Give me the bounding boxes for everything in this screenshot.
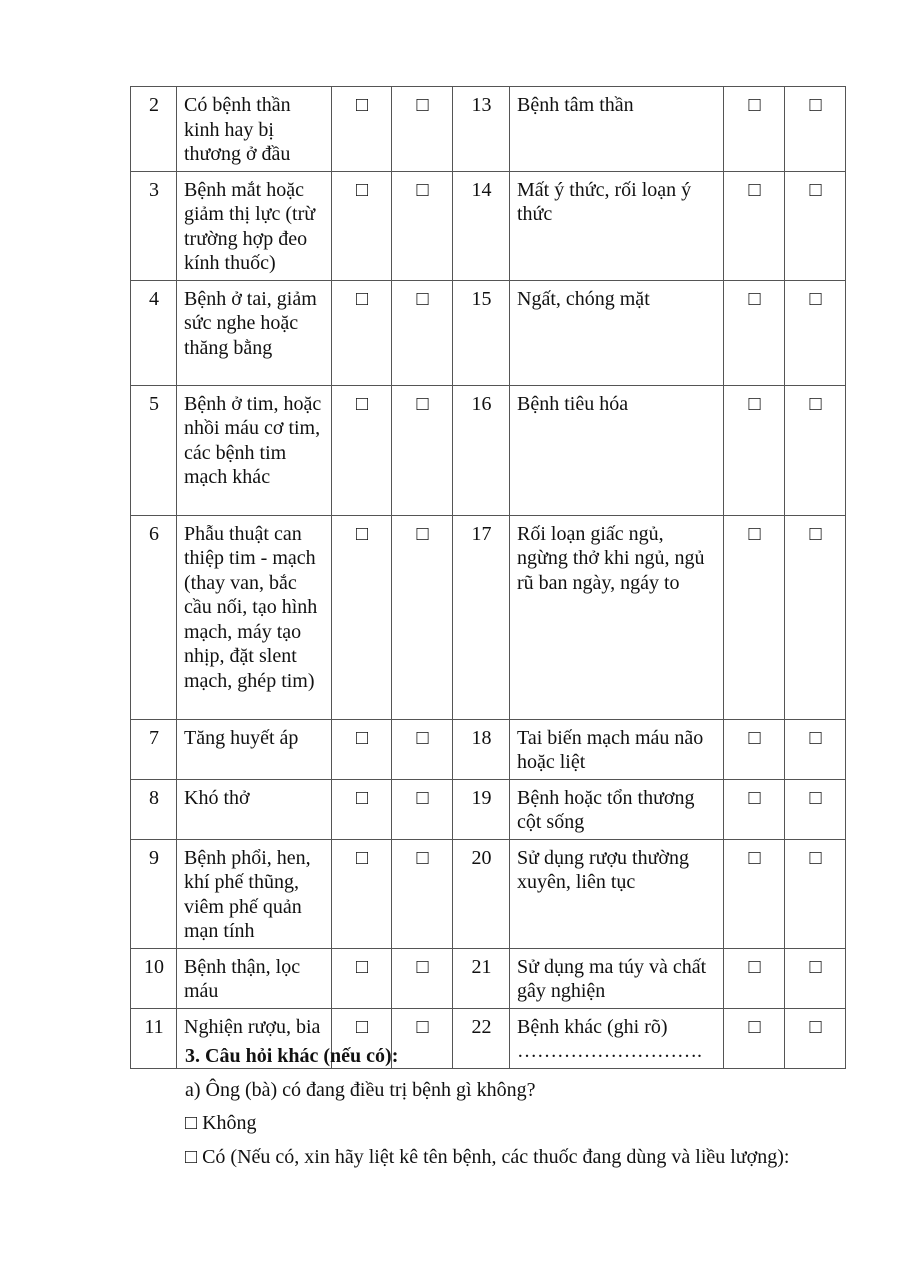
yes-checkbox[interactable]: □	[724, 87, 785, 172]
row-number: 9	[131, 839, 177, 948]
yes-checkbox[interactable]: □	[332, 948, 392, 1008]
table-row	[131, 171, 846, 280]
yes-checkbox[interactable]: □	[724, 515, 785, 719]
row-number: 17	[453, 515, 510, 719]
yes-checkbox[interactable]: □	[724, 171, 785, 280]
no-checkbox[interactable]: □	[785, 948, 846, 1008]
table-row	[131, 839, 846, 948]
row-number: 21	[453, 948, 510, 1008]
table-row	[131, 779, 846, 839]
yes-checkbox[interactable]: □	[724, 385, 785, 515]
yes-checkbox[interactable]: □	[332, 515, 392, 719]
condition-label: Bệnh tiêu hóa	[510, 385, 724, 515]
no-checkbox[interactable]: □	[392, 87, 453, 172]
row-number: 13	[453, 87, 510, 172]
condition-label: Nghiện rượu, bia	[177, 1008, 332, 1068]
condition-label: Phẫu thuật can thiệp tim - mạch (thay van, bắc cầu nối, tạo hình mạch, máy tạo nhịp, đặt slent mạch, ghép tim)	[177, 515, 332, 719]
yes-checkbox[interactable]: □	[724, 779, 785, 839]
table-row	[131, 280, 846, 385]
condition-label: Có bệnh thần kinh hay bị thương ở đầu	[177, 87, 332, 172]
row-number: 6	[131, 515, 177, 719]
no-checkbox[interactable]: □	[392, 515, 453, 719]
row-number: 2	[131, 87, 177, 172]
section-heading: 3. Câu hỏi khác (nếu có):	[185, 1045, 399, 1067]
condition-label: Khó thở	[177, 779, 332, 839]
row-number: 5	[131, 385, 177, 515]
yes-checkbox[interactable]: □	[332, 719, 392, 779]
no-checkbox[interactable]: □	[785, 779, 846, 839]
no-checkbox[interactable]: □	[392, 719, 453, 779]
no-checkbox[interactable]: □	[392, 948, 453, 1008]
condition-label: Bệnh khác (ghi rõ) ……………………….	[510, 1008, 724, 1068]
option-no-checkbox[interactable]: □ Không	[185, 1112, 257, 1134]
row-number: 18	[453, 719, 510, 779]
no-checkbox[interactable]: □	[785, 280, 846, 385]
no-checkbox[interactable]: □	[785, 515, 846, 719]
condition-label: Bệnh mắt hoặc giảm thị lực (trừ trường hợp đeo kính thuốc)	[177, 171, 332, 280]
yes-checkbox[interactable]: □	[332, 385, 392, 515]
condition-label: Mất ý thức, rối loạn ý thức	[510, 171, 724, 280]
row-number: 15	[453, 280, 510, 385]
no-checkbox[interactable]: □	[392, 385, 453, 515]
row-number: 14	[453, 171, 510, 280]
row-number: 20	[453, 839, 510, 948]
no-checkbox[interactable]: □	[392, 1008, 453, 1068]
condition-label: Bệnh thận, lọc máu	[177, 948, 332, 1008]
row-number: 7	[131, 719, 177, 779]
health-declaration-table	[130, 86, 846, 1069]
yes-checkbox[interactable]: □	[332, 1008, 392, 1068]
table-row	[131, 948, 846, 1008]
yes-checkbox[interactable]: □	[724, 1008, 785, 1068]
row-number: 11	[131, 1008, 177, 1068]
option-yes-checkbox[interactable]: □ Có (Nếu có, xin hãy liệt kê tên bệnh, các thuốc đang dùng và liều lượng):	[185, 1146, 790, 1168]
row-number: 4	[131, 280, 177, 385]
yes-checkbox[interactable]: □	[724, 280, 785, 385]
condition-label: Bệnh ở tim, hoặc nhồi máu cơ tim, các bệnh tim mạch khác	[177, 385, 332, 515]
condition-label: Rối loạn giấc ngủ, ngừng thở khi ngủ, ngủ rũ ban ngày, ngáy to	[510, 515, 724, 719]
condition-label: Tai biến mạch máu não hoặc liệt	[510, 719, 724, 779]
no-checkbox[interactable]: □	[785, 87, 846, 172]
row-number: 3	[131, 171, 177, 280]
table-row	[131, 87, 846, 172]
condition-label: Bệnh ở tai, giảm sức nghe hoặc thăng bằng	[177, 280, 332, 385]
condition-label: Ngất, chóng mặt	[510, 280, 724, 385]
no-checkbox[interactable]: □	[392, 171, 453, 280]
table-row	[131, 385, 846, 515]
yes-checkbox[interactable]: □	[724, 948, 785, 1008]
row-number: 8	[131, 779, 177, 839]
condition-label: Sử dụng rượu thường xuyên, liên tục	[510, 839, 724, 948]
row-number: 10	[131, 948, 177, 1008]
condition-label: Tăng huyết áp	[177, 719, 332, 779]
no-checkbox[interactable]: □	[785, 1008, 846, 1068]
yes-checkbox[interactable]: □	[332, 171, 392, 280]
no-checkbox[interactable]: □	[392, 280, 453, 385]
row-number: 22	[453, 1008, 510, 1068]
no-checkbox[interactable]: □	[392, 839, 453, 948]
condition-label: Bệnh tâm thần	[510, 87, 724, 172]
no-checkbox[interactable]: □	[785, 385, 846, 515]
condition-label: Bệnh hoặc tổn thương cột sống	[510, 779, 724, 839]
yes-checkbox[interactable]: □	[332, 839, 392, 948]
condition-label: Sử dụng ma túy và chất gây nghiện	[510, 948, 724, 1008]
yes-checkbox[interactable]: □	[332, 280, 392, 385]
no-checkbox[interactable]: □	[785, 839, 846, 948]
yes-checkbox[interactable]: □	[724, 839, 785, 948]
row-number: 16	[453, 385, 510, 515]
yes-checkbox[interactable]: □	[724, 719, 785, 779]
no-checkbox[interactable]: □	[392, 779, 453, 839]
table-row	[131, 515, 846, 719]
yes-checkbox[interactable]: □	[332, 87, 392, 172]
no-checkbox[interactable]: □	[785, 171, 846, 280]
no-checkbox[interactable]: □	[785, 719, 846, 779]
row-number: 19	[453, 779, 510, 839]
yes-checkbox[interactable]: □	[332, 779, 392, 839]
condition-label: Bệnh phổi, hen, khí phế thũng, viêm phế quản mạn tính	[177, 839, 332, 948]
table-row	[131, 719, 846, 779]
question-text: a) Ông (bà) có đang điều trị bệnh gì không?	[185, 1079, 536, 1101]
